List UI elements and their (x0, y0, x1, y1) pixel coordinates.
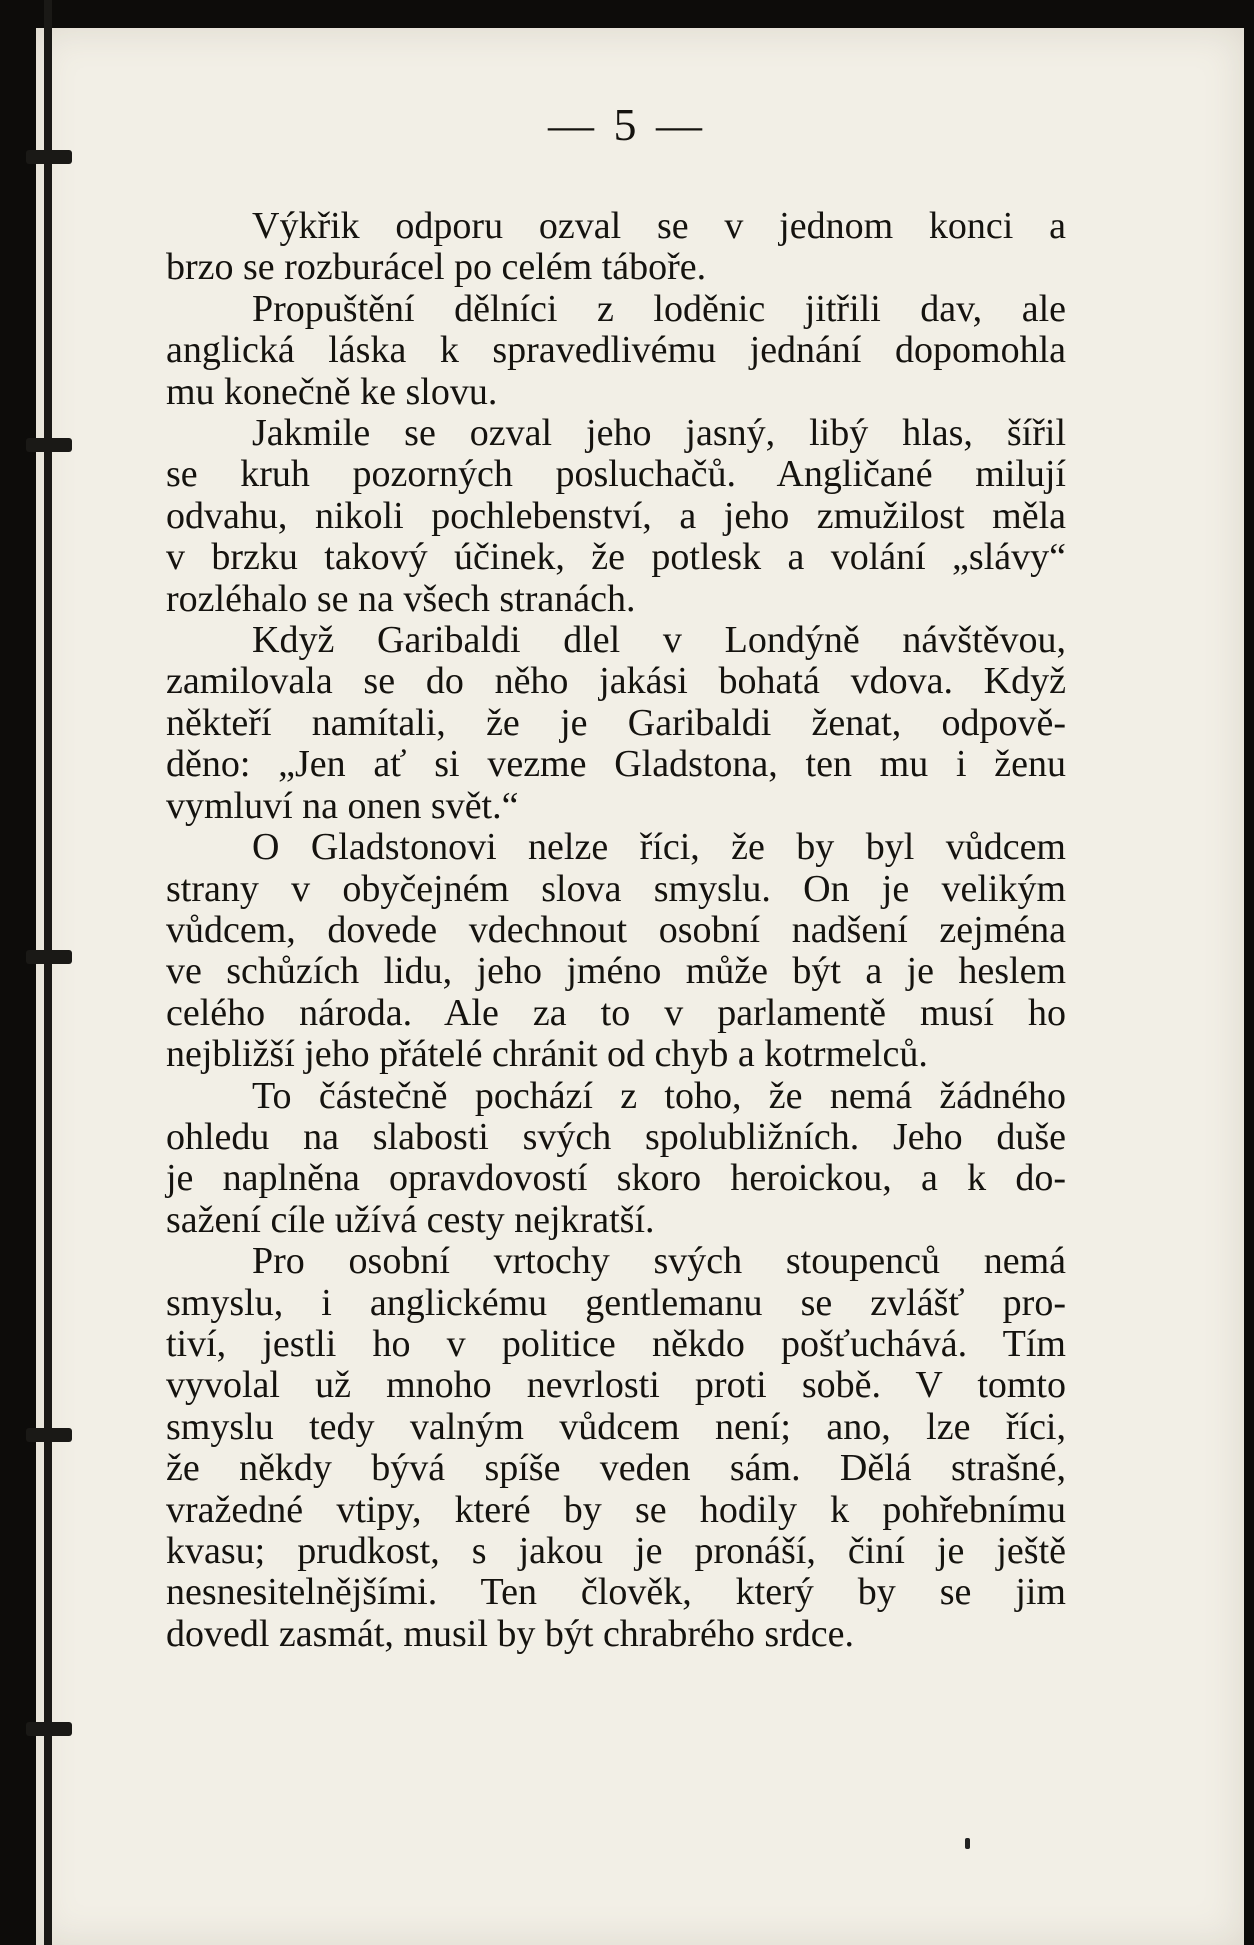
text-line: Když Garibaldi dlel v Londýně návštěvou, (252, 619, 1066, 662)
text-line: nejbližší jeho přátelé chránit od chyb a kotrmelců. (166, 1033, 928, 1076)
text-line: se kruh pozorných posluchačů. Angličané milují (166, 453, 1066, 496)
paragraph (166, 413, 1066, 620)
text-line: někteří namítali, že je Garibaldi ženat, odpově- (166, 701, 1066, 744)
text-line: vůdcem, dovede vdechnout osobní nadšení zejména (166, 908, 1066, 951)
paragraph (166, 1076, 1066, 1242)
text-line: vymluví na onen svět.“ (166, 784, 519, 827)
text-line: anglická láska k spravedlivému jednání dopomohla (166, 329, 1066, 372)
text-line: rozléhalo se na všech stranách. (166, 577, 636, 620)
paragraph (166, 827, 1066, 1075)
binding-mark (26, 950, 72, 964)
text-line: zamilovala se do něho jakási bohatá vdova. Když (166, 660, 1066, 703)
text-line: vyvolal už mnoho nevrlosti proti sobě. V tomto (166, 1364, 1066, 1407)
paragraph (166, 1241, 1066, 1655)
page-number: — 5 — (548, 99, 706, 150)
text-line: kvasu; prudkost, s jakou je pronáší, činí je ještě (166, 1530, 1066, 1572)
text-line: nesnesitelnějšími. Ten člověk, který by se jim (166, 1571, 1066, 1614)
text-line: vražedné vtipy, které by se hodily k pohřebnímu (166, 1488, 1066, 1531)
text-line: To částečně pochází z toho, že nemá žádného (252, 1074, 1066, 1117)
ink-speck (965, 1838, 970, 1849)
text-line: Pro osobní vrtochy svých stoupenců nemá (252, 1240, 1066, 1283)
paragraph (166, 206, 1066, 289)
paragraph (166, 620, 1066, 827)
text-line: Propuštění dělníci z loděnic jitřili dav, ale (252, 287, 1066, 330)
text-line: odvahu, nikoli pochlebenství, a jeho zmužilost měla (166, 494, 1066, 537)
text-line: strany v obyčejném slova smyslu. On je velikým (166, 867, 1066, 910)
text-line: že někdy bývá spíše veden sám. Dělá strašné, (166, 1447, 1066, 1490)
text-line: je naplněna opravdovostí skoro heroickou, a k do- (166, 1157, 1066, 1200)
binding-mark (26, 438, 72, 452)
text-line: v brzku takový účinek, že potlesk a volání „slávy“ (166, 536, 1066, 579)
binding-rail (44, 0, 52, 1945)
page-binding-edge (0, 0, 60, 1945)
text-line: sažení cíle užívá cesty nejkratší. (166, 1198, 655, 1241)
text-line: brzo se rozburácel po celém táboře. (166, 246, 707, 289)
binding-mark (26, 1428, 72, 1442)
body-text (166, 206, 1066, 1655)
binding-mark (26, 1722, 72, 1736)
text-line: ve schůzích lidu, jeho jméno může být a je heslem (166, 950, 1066, 993)
text-line: děno: „Jen ať si vezme Gladstona, ten mu i ženu (166, 743, 1066, 786)
text-line: smyslu tedy valným vůdcem není; ano, lze říci, (166, 1405, 1066, 1448)
text-line: ohledu na slabosti svých spolubližních. Jeho duše (166, 1115, 1066, 1158)
text-line: mu konečně ke slovu. (166, 370, 498, 413)
paragraph (166, 289, 1066, 413)
text-line: celého národa. Ale za to v parlamentě musí ho (166, 991, 1066, 1034)
text-line: smyslu, i anglickému gentlemanu se zvlášť pro- (166, 1281, 1066, 1324)
binding-mark (26, 150, 72, 164)
text-line: Jakmile se ozval jeho jasný, libý hlas, šířil (252, 412, 1066, 455)
text-line: tiví, jestli ho v politice někdo pošťuchává. Tím (166, 1322, 1066, 1365)
text-line: dovedl zasmát, musil by být chrabrého srdce. (166, 1612, 855, 1655)
text-line: Výkřik odporu ozval se v jednom konci a (252, 205, 1066, 247)
text-line: O Gladstonovi nelze říci, že by byl vůdcem (252, 826, 1066, 869)
